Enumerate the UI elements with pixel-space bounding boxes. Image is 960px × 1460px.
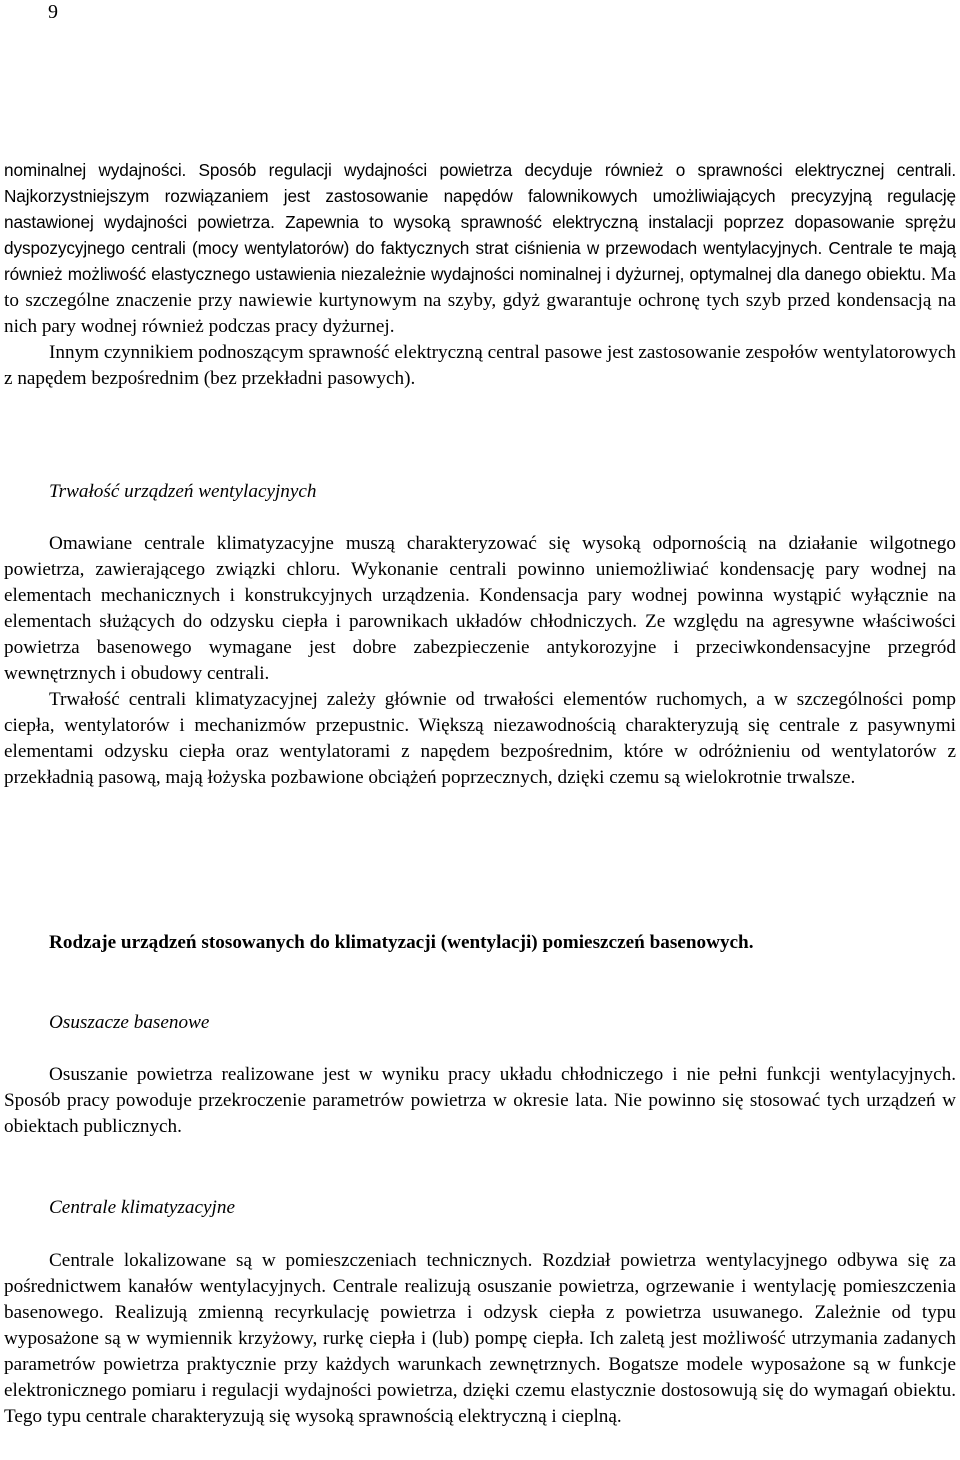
durability-paragraph-1: Omawiane centrale klimatyzacyjne muszą charakteryzować się wysoką odpornością na działanie wilgotnego powietrza, zawierającego związki chloru. Wykonanie centrali powinno uniemożliwiać kondensację pary wodnej na elementach mechanicznych i konstrukcyjnych urządzenia. Kondensacja pary wodnej powinna wystąpić wyłącznie na elementach służących do odzysku ciepła i parownikach układów chłodniczych. Ze względu na agresywne właściwości powietrza basenowego wymagane jest dobre zabezpieczenie antykorozyjne i przeciwkondensacyjne przegród wewnętrznych i obudowy centrali. <box>4 533 956 684</box>
section-heading-ahu: Centrale klimatyzacyjne <box>49 1197 235 1218</box>
intro-block <box>4 157 956 392</box>
intro-text-sans: nominalnej wydajności. Sposób regulacji wydajności powietrza decyduje również o sprawności elektrycznej centrali. Najkorzystniejszym rozwiązaniem jest zastosowanie napędów falownikowych umożliwiających precyzyjną regulację nastawionej wydajności powietrza. Zapewnia to wysoką sprawność elektryczną instalacji poprzez dopasowanie sprężu dyspozycyjnego centrali (mocy wentylatorów) do faktycznych strat ciśnienia w przewodach wentylacyjnych. Centrale te mają również możliwość elastycznego ustawienia niezależnie wydajności nominalnej i dyżurnej, optymalnej dla danego obiektu. <box>4 160 956 284</box>
intro-text-serif: Ma to szczególne znaczenie przy nawiewie kurtynowym na szyby, gdyż gwarantuje ochronę tych szyb przed kondensacją na nich pary wodnej również podczas pracy dyżurnej. <box>4 264 957 337</box>
section-heading-durability: Trwałość urządzeń wentylacyjnych <box>49 481 317 502</box>
section-heading-dehumidifiers: Osuszacze basenowe <box>49 1012 210 1033</box>
section-heading-device-types: Rodzaje urządzeń stosowanych do klimatyzacji (wentylacji) pomieszczeń basenowych. <box>49 932 754 953</box>
durability-block <box>4 531 956 791</box>
page-number: 9 <box>48 1 58 23</box>
intro-paragraph-2: Innym czynnikiem podnoszącym sprawność elektryczną central pasowe jest zastosowanie zespołów wentylatorowych z napędem bezpośrednim (bez przekładni pasowych). <box>4 342 956 389</box>
dehumidifiers-paragraph: Osuszanie powietrza realizowane jest w wyniku pracy układu chłodniczego i nie pełni funkcji wentylacyjnych. Sposób pracy powoduje przekroczenie parametrów powietrza w okresie lata. Nie powinno się stosować tych urządzeń w obiektach publicznych. <box>4 1064 956 1137</box>
ahu-block <box>4 1248 956 1430</box>
dehumidifiers-block <box>4 1062 956 1140</box>
durability-paragraph-2: Trwałość centrali klimatyzacyjnej zależy głównie od trwałości elementów ruchomych, a w szczególności pomp ciepła, wentylatorów i mechanizmów przepustnic. Większą niezawodnością charakteryzują się centrale z pasywnymi elementami odzysku ciepła oraz wentylatorami z napędem bezpośrednim, które w odróżnieniu od wentylatorów z przekładnią pasową, mają łożyska pozbawione obciążeń poprzecznych, dzięki czemu są wielokrotnie trwalsze. <box>4 689 956 788</box>
ahu-paragraph: Centrale lokalizowane są w pomieszczeniach technicznych. Rozdział powietrza wentylacyjnego odbywa się za pośrednictwem kanałów wentylacyjnych. Centrale realizują osuszanie powietrza, ogrzewanie i wentylację pomieszczenia basenowego. Realizują zmienną recyrkulację powietrza i odzysk ciepła z powietrza usuwanego. Zależnie od typu wyposażone są w wymiennik krzyżowy, rurkę ciepła i (lub) pompę ciepła. Ich zaletą jest możliwość utrzymania zadanych parametrów powietrza praktycznie przy każdych warunkach zewnętrznych. Bogatsze modele wyposażone są w funkcje elektronicznego pomiaru i regulacji wydajności powietrza, dzięki czemu elastycznie dostosowują się do wymagań obiektu. Tego typu centrale charakteryzują się wysoką sprawnością elektryczną i cieplną. <box>4 1250 956 1427</box>
intro-paragraph <box>4 157 956 340</box>
